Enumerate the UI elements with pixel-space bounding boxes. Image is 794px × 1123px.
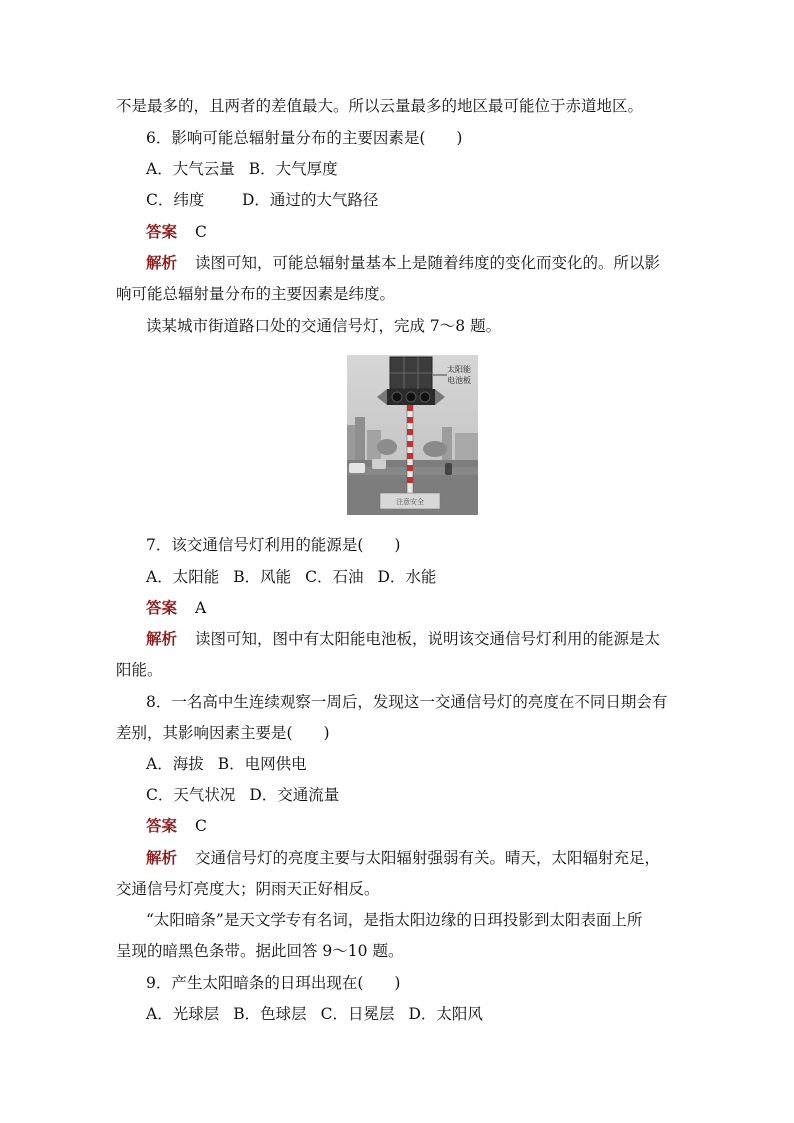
panel-label-line1: 太阳能 bbox=[447, 365, 471, 374]
question-6: 6．影响可能总辐射量分布的主要因素是( ) bbox=[146, 129, 463, 147]
explanation-label: 解析 bbox=[146, 629, 178, 648]
question-8-explanation-cont: 交通信号灯亮度大；阴雨天正好相反。 bbox=[116, 880, 380, 898]
question-6-options-ab bbox=[146, 159, 352, 179]
explanation-text: 读图可知，图中有太阳能电池板，说明该交通信号灯利用的能源是太 bbox=[195, 630, 661, 648]
intro-7-8: 读某城市街道路口处的交通信号灯，完成 7～8 题。 bbox=[146, 317, 502, 335]
answer-value: C bbox=[195, 817, 207, 835]
question-8-explanation bbox=[146, 848, 660, 868]
question-7: 7．该交通信号灯利用的能源是( ) bbox=[146, 536, 401, 554]
question-7-explanation bbox=[146, 629, 660, 649]
question-6-explanation-cont: 响可能总辐射量分布的主要因素是纬度。 bbox=[116, 285, 396, 303]
question-9: 9．产生太阳暗条的日珥出现在( ) bbox=[146, 974, 401, 992]
option-a: A．太阳能 bbox=[146, 568, 220, 586]
explanation-text: 交通信号灯的亮度主要与太阳辐射强弱有关。晴天，太阳辐射充足， bbox=[195, 849, 661, 867]
question-9-options bbox=[146, 1004, 497, 1024]
question-8: 8．一名高中生连续观察一周后，发现这一交通信号灯的亮度在不同日期会有 bbox=[146, 693, 668, 711]
option-c: C．纬度 bbox=[146, 191, 205, 209]
intro-9-10-cont: 呈现的暗黑色条带。据此回答 9～10 题。 bbox=[116, 942, 404, 960]
option-c: C．石油 bbox=[305, 568, 364, 586]
panel-label-line2: 电池板 bbox=[447, 376, 471, 385]
option-b: B．大气厚度 bbox=[248, 160, 338, 178]
answer-label: 答案 bbox=[146, 598, 178, 617]
option-b: B．风能 bbox=[233, 568, 292, 586]
traffic-light-photo bbox=[347, 355, 478, 515]
base-sign-text: 注意安全 bbox=[396, 498, 424, 506]
question-7-explanation-cont: 阳能。 bbox=[116, 661, 163, 679]
option-d: D．水能 bbox=[377, 568, 437, 586]
answer-value: A bbox=[195, 599, 207, 617]
question-8-options-ab bbox=[146, 754, 321, 774]
option-b: B．电网供电 bbox=[217, 755, 307, 773]
option-a: A．海拔 bbox=[146, 755, 204, 773]
question-8-cont: 差别，其影响因素主要是( ) bbox=[116, 724, 330, 742]
intro-9-10: “太阳暗条”是天文学专有名词，是指太阳边缘的日珥投影到太阳表面上所 bbox=[146, 911, 643, 929]
option-d: D．太阳风 bbox=[408, 1005, 483, 1023]
option-a: A．大气云量 bbox=[146, 160, 235, 178]
option-d: D．交通流量 bbox=[249, 786, 340, 804]
question-7-answer bbox=[146, 598, 206, 618]
explanation-label: 解析 bbox=[146, 253, 178, 272]
text-line-continuation: 不是最多的，且两者的差值最大。所以云量最多的地区最可能位于赤道地区。 bbox=[116, 97, 644, 115]
question-8-options-cd bbox=[146, 785, 353, 805]
question-6-answer bbox=[146, 222, 207, 242]
option-a: A．光球层 bbox=[146, 1005, 220, 1023]
option-b: B．色球层 bbox=[233, 1005, 307, 1023]
question-6-options-cd bbox=[146, 190, 392, 210]
answer-label: 答案 bbox=[146, 816, 178, 835]
answer-label: 答案 bbox=[146, 222, 178, 241]
question-7-options bbox=[146, 567, 450, 587]
answer-value: C bbox=[195, 223, 207, 241]
option-d: D．通过的大气路径 bbox=[242, 191, 379, 209]
option-c: C．日冕层 bbox=[320, 1005, 395, 1023]
question-8-answer bbox=[146, 816, 207, 836]
explanation-label: 解析 bbox=[146, 848, 178, 867]
explanation-text: 读图可知，可能总辐射量基本上是随着纬度的变化而变化的。所以影 bbox=[195, 254, 661, 272]
question-6-explanation bbox=[146, 253, 660, 273]
option-c: C．天气状况 bbox=[146, 786, 236, 804]
